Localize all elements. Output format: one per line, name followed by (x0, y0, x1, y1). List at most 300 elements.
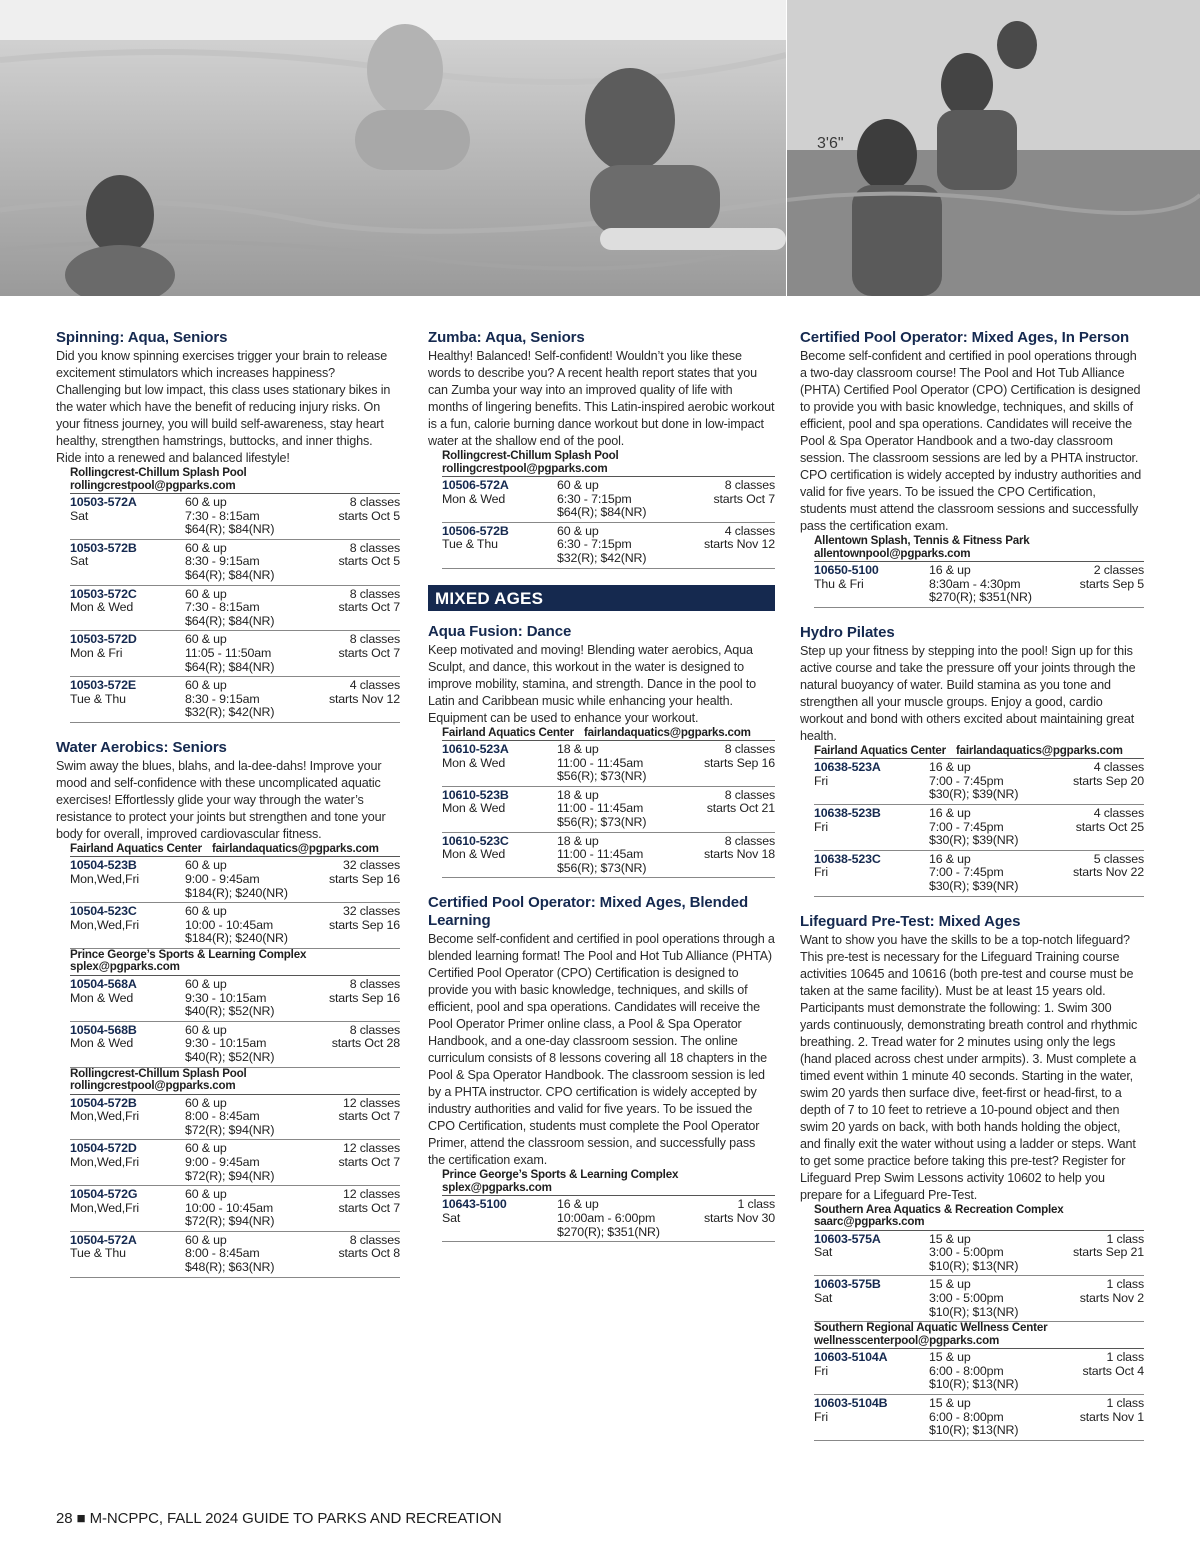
fee: $184(R); $240(NR) (185, 931, 288, 946)
grid-filler (713, 506, 775, 520)
section-spacer (56, 723, 400, 739)
location-name: Prince George’s Sports & Learning Complex (442, 1168, 679, 1182)
fee: $64(R); $84(NR) (185, 613, 275, 628)
activity-code: 10504-572G (70, 1187, 138, 1202)
age-range: 16 & up (929, 806, 971, 821)
meeting-days: Mon & Wed (442, 491, 506, 506)
age-range: 16 & up (557, 1197, 599, 1212)
section-spacer (800, 897, 1144, 913)
fee: $32(R); $42(NR) (557, 550, 647, 565)
meeting-time: 8:30 - 9:15am (185, 554, 260, 569)
photo-seniors-in-pool (0, 0, 786, 296)
activity-code: 10504-568B (70, 1022, 137, 1037)
activity-code: 10504-523B (70, 858, 137, 873)
column-3 (800, 329, 1144, 1441)
start-date: starts Oct 7 (713, 491, 775, 506)
class-listing (814, 759, 1144, 805)
grid-filler (704, 770, 775, 784)
grid-filler (704, 552, 775, 566)
grid-filler (338, 1124, 400, 1138)
location-name: Rollingcrest-Chillum Splash Pool (70, 466, 247, 479)
grid-filler (442, 506, 557, 520)
activity-code: 10603-575A (814, 1231, 881, 1246)
meeting-time: 7:00 - 7:45pm (929, 819, 1004, 834)
class-count: 4 classes (1093, 806, 1144, 821)
fee: $56(R); $73(NR) (557, 769, 647, 784)
meeting-time: 8:30 - 9:15am (185, 691, 260, 706)
age-range: 15 & up (929, 1231, 971, 1246)
program-description: Did you know spinning exercises trigger your brain to release excitement stimulators which increases happiness? Challenging but low impact, this class uses stationary bikes in the water which have the benefit of reducing injury risks. On your fitness journey, you will build self-awareness, stay heart healthy, strengthen hamstrings, buttocks, and inner thighs. Ride into a renewed and balanced lifestyle! (56, 349, 391, 465)
start-date: starts Nov 30 (703, 1211, 775, 1225)
meeting-time: 6:00 - 8:00pm (929, 1409, 1004, 1424)
age-range: 60 & up (185, 678, 227, 693)
start-date: starts Sep 16 (328, 917, 400, 932)
meeting-time: 10:00am - 6:00pm (557, 1211, 656, 1225)
grid-filler (814, 788, 929, 802)
start-date: starts Oct 4 (1082, 1363, 1144, 1378)
location-name: Fairland Aquatics Center (70, 841, 202, 855)
location-email: saarc@pgparks.com (814, 1215, 925, 1229)
class-listing (442, 833, 775, 879)
class-listing (70, 1232, 400, 1278)
grid-filler (329, 1005, 400, 1019)
meeting-days: Fri (814, 773, 828, 788)
meeting-days: Mon,Wed,Fri (70, 1109, 140, 1124)
activity-code: 10503-572D (70, 632, 137, 647)
class-count: 1 class (1106, 1395, 1144, 1410)
grid-filler (70, 706, 185, 720)
fee: $10(R); $13(NR) (929, 1304, 1019, 1319)
meeting-time: 11:00 - 11:45am (557, 847, 644, 862)
grid-filler (338, 661, 400, 675)
location-block (442, 450, 775, 569)
program-title: Aqua Fusion: Dance (428, 622, 572, 640)
program-section (56, 739, 400, 1278)
program-description: Become self-confident and certified in pool operations through a two-day classroom course! The Pool and Hot Tub Alliance (PHTA) Certified Pool Operator (CPO) Certification is designed to provide you with basic knowledge, techniques, and skills of efficient, pool and spa operations. Candidates will receive the Pool & Spa Operator Handbook and a two-day classroom session. The classroom sessions are led by a PHTA instructor. CPO certification is widely accepted by industry authorities and valid for five years. To be issued the CPO Certification, students must attend the classroom sessions and successfully pass the certification exam. (800, 349, 1142, 533)
meeting-days: Fri (814, 1363, 828, 1378)
location-name: Fairland Aquatics Center (814, 743, 946, 757)
location-name: Southern Area Aquatics & Recreation Complex (814, 1202, 1064, 1216)
activity-code: 10503-572A (70, 495, 137, 509)
class-listing (70, 1186, 400, 1232)
fee: $30(R); $39(NR) (929, 879, 1019, 894)
grid-filler (814, 880, 929, 894)
class-count: 8 classes (349, 1022, 400, 1037)
location-block (814, 1322, 1144, 1441)
start-date: starts Oct 7 (338, 1109, 400, 1124)
location-name: Allentown Splash, Tennis & Fitness Park (814, 534, 1030, 547)
program-title: Water Aerobics: Seniors (56, 738, 227, 756)
class-listing (70, 1140, 400, 1186)
program-title: Lifeguard Pre-Test: Mixed Ages (800, 912, 1021, 930)
location-block (442, 727, 775, 879)
activity-code: 10504-568A (70, 976, 137, 991)
start-date: starts Nov 18 (703, 847, 775, 862)
start-date: starts Sep 5 (1079, 576, 1144, 591)
program-title: Hydro Pilates (800, 623, 895, 641)
meeting-days: Mon & Wed (442, 847, 506, 862)
grid-filler (704, 862, 775, 876)
location-name: Rollingcrest-Chillum Splash Pool (442, 449, 619, 462)
location-email: fairlandaquatics@pgparks.com (212, 841, 379, 855)
activity-code: 10504-572D (70, 1141, 137, 1156)
activity-code: 10506-572A (442, 478, 509, 492)
class-count: 8 classes (349, 1232, 400, 1247)
class-count: 4 classes (349, 678, 400, 693)
grid-filler (442, 770, 557, 784)
activity-code: 10638-523C (814, 851, 881, 866)
age-range: 16 & up (929, 563, 971, 577)
age-range: 60 & up (185, 632, 227, 647)
meeting-days: Mon & Wed (442, 755, 506, 770)
age-range: 60 & up (185, 904, 227, 919)
meeting-days: Mon,Wed,Fri (70, 1200, 140, 1215)
age-range: 60 & up (185, 1022, 227, 1037)
grid-filler (70, 523, 185, 537)
grid-filler (329, 706, 400, 720)
meeting-time: 7:30 - 8:15am (185, 508, 260, 523)
meeting-days: Fri (814, 1409, 828, 1424)
class-listing (70, 1095, 400, 1141)
program-section (428, 329, 775, 569)
fee: $48(R); $63(NR) (185, 1260, 275, 1275)
fee: $64(R); $84(NR) (557, 505, 647, 520)
class-count: 8 classes (349, 632, 400, 647)
page-footer: 28 ■ M-NCPPC, FALL 2024 GUIDE TO PARKS AND RECREATION (56, 1510, 502, 1527)
fee: $10(R); $13(NR) (929, 1377, 1019, 1392)
fee: $72(R); $94(NR) (185, 1214, 275, 1229)
class-listing (70, 903, 400, 949)
location-email: rollingcrestpool@pgparks.com (70, 478, 236, 492)
start-date: starts Sep 16 (328, 872, 400, 886)
activity-code: 10506-572B (442, 523, 509, 538)
location-header (814, 1204, 1144, 1231)
location-block (70, 843, 400, 949)
location-header (70, 467, 400, 494)
location-email: fairlandaquatics@pgparks.com (584, 725, 751, 739)
location-block (814, 535, 1144, 608)
activity-code: 10503-572C (70, 586, 137, 601)
class-count: 32 classes (342, 858, 400, 873)
location-block (70, 1068, 400, 1278)
location-header (442, 727, 775, 742)
age-range: 60 & up (557, 523, 599, 538)
location-name: Southern Regional Aquatic Wellness Center (814, 1321, 1048, 1335)
program-section (428, 894, 775, 1242)
program-section (800, 329, 1144, 608)
activity-code: 10610-523A (442, 742, 509, 757)
class-listing (70, 540, 400, 586)
meeting-days: Mon & Wed (70, 990, 134, 1005)
age-range: 15 & up (929, 1395, 971, 1410)
fee: $30(R); $39(NR) (929, 787, 1019, 802)
start-date: starts Oct 7 (338, 1200, 400, 1215)
start-date: starts Nov 12 (703, 537, 775, 552)
column-2 (428, 329, 775, 1242)
grid-filler (814, 591, 929, 605)
program-description: Become self-confident and certified in pool operations through a blended learning format! The Pool and Hot Tub Alliance (PHTA) Certified Pool Operator (CPO) Certification is designed to provide you with basic knowledge, techniques, and skills of efficient, pool and spa operations. Candidates will receive the Pool Operator Primer online class, a Pool & Spa Operator Handbook, and a one-day classroom session. The online curriculum consists of 8 lessons covering all 18 chapters in the Pool & Spa Operator Handbook. The classroom session is led by a PHTA instructor. CPO certification is widely accepted by industry authorities and valid for five years. To be issued the CPO Certification, students must complete the Pool Operator Primer, attend the classroom session, and successfully pass the certification exam. (428, 932, 775, 1168)
age-range: 60 & up (185, 540, 227, 555)
class-count: 8 classes (724, 478, 775, 492)
class-listing (70, 1022, 400, 1068)
program-description: Want to show you have the skills to be a top-notch lifeguard? This pre-test is necessary for the Lifeguard Training course activities 10645 and 10616 (both pre-test and course must be taken at the same facility). Must be at least 15 years old. Participants must demonstrate the following: 1. Swim 300 yards continuously, demonstrating breath control and rhythmic breathing. 2. Tread water for 2 minutes using only the legs (hand placed across chest under armpits). 3. Must complete a timed event within 1 minute 40 seconds. Starting in the water, swim 20 yards then surface dive, feet-first or head-first, to a depth of 7 to 10 feet to retrieve a 10-pound object and then swim 20 yards on back, with both hands holding the object, and finally exit the water without using a ladder or steps. Want to get some practice before taking this pre-test? Register for Lifeguard Prep Swim Lessons activity 10602 to help you prepare for a Lifeguard Pre-Test. (800, 932, 1138, 1202)
program-section (800, 913, 1144, 1441)
meeting-time: 10:00 - 10:45am (185, 1200, 273, 1215)
meeting-days: Tue & Thu (70, 691, 126, 706)
grid-filler (70, 569, 185, 583)
meeting-time: 8:00 - 8:45am (185, 1109, 260, 1124)
activity-code: 10503-572E (70, 678, 137, 693)
meeting-days: Tue & Thu (70, 1246, 126, 1261)
fee: $32(R); $42(NR) (185, 705, 275, 720)
class-listing (814, 1349, 1144, 1395)
location-email: splex@pgparks.com (70, 960, 180, 974)
program-description: Keep motivated and moving! Blending water aerobics, Aqua Sculpt, and dance, this workout in the water is designed to improve mobility, stamina, and strength. Dance in the pool to Latin and Caribbean music while enhancing your health. Equipment can be used to enhance your workout. (428, 642, 757, 725)
fee: $270(R); $351(NR) (557, 1224, 660, 1239)
meeting-days: Sat (70, 508, 89, 523)
meeting-days: Sat (442, 1211, 461, 1225)
meeting-days: Fri (814, 865, 828, 880)
class-count: 8 classes (724, 742, 775, 757)
grid-filler (814, 1306, 929, 1320)
grid-filler (814, 1260, 929, 1274)
class-count: 12 classes (342, 1187, 400, 1202)
meeting-days: Mon,Wed,Fri (70, 872, 140, 886)
grid-filler (442, 862, 557, 876)
section-spacer (800, 608, 1144, 624)
class-count: 1 class (1106, 1231, 1144, 1246)
class-count: 8 classes (724, 787, 775, 802)
program-description: Step up your fitness by stepping into the pool! Sign up for this active course and take the pressure off your joints through the natural buoyancy of water. Build stamina as you tone and strengthen all your muscle groups. Enjoy a good, cardio workout and bond with others excited about maintaining great health. (800, 643, 1136, 743)
location-header (70, 1068, 400, 1095)
fee: $10(R); $13(NR) (929, 1423, 1019, 1438)
activity-code: 10603-575B (814, 1277, 881, 1292)
class-count: 8 classes (724, 833, 775, 848)
grid-filler (70, 615, 185, 629)
fee: $270(R); $351(NR) (929, 590, 1032, 605)
grid-filler (338, 1215, 400, 1229)
location-header (814, 745, 1144, 760)
location-email: allentownpool@pgparks.com (814, 546, 971, 560)
program-description: Swim away the blues, blahs, and la-dee-dahs! Improve your mood and self-confidence with these uncomplicated aquatic exercises! Effortlessly glide your way through the water’s resistance to protect your joints but strengthen and tone your body for overall, improved cardiovascular fitness. (56, 758, 386, 841)
class-count: 8 classes (349, 495, 400, 509)
age-range: 60 & up (185, 1232, 227, 1247)
grid-filler (338, 569, 400, 583)
activity-code: 10603-5104B (814, 1395, 888, 1410)
grid-filler (442, 552, 557, 566)
grid-filler (70, 1005, 185, 1019)
grid-filler (329, 932, 400, 946)
location-header (70, 843, 400, 858)
start-date: starts Oct 7 (338, 645, 400, 660)
meeting-time: 9:30 - 10:15am (185, 990, 267, 1005)
fee: $64(R); $84(NR) (185, 522, 275, 537)
location-email: fairlandaquatics@pgparks.com (956, 743, 1123, 757)
meeting-time: 10:00 - 10:45am (185, 917, 273, 932)
location-header (70, 949, 400, 976)
start-date: starts Nov 12 (328, 691, 400, 706)
fee: $10(R); $13(NR) (929, 1258, 1019, 1273)
age-range: 18 & up (557, 833, 599, 848)
class-listing (814, 851, 1144, 897)
fee: $64(R); $84(NR) (185, 567, 275, 582)
meeting-time: 11:05 - 11:50am (185, 645, 272, 660)
class-listing (70, 976, 400, 1022)
program-title: Certified Pool Operator: Mixed Ages, Blended Learning (428, 894, 749, 930)
class-listing (814, 1231, 1144, 1277)
class-listing (814, 1276, 1144, 1322)
start-date: starts Nov 1 (1079, 1409, 1144, 1424)
grid-filler (814, 834, 929, 848)
grid-filler (70, 1261, 185, 1275)
class-count: 1 class (1106, 1277, 1144, 1292)
fee: $56(R); $73(NR) (557, 815, 647, 830)
class-count: 8 classes (349, 586, 400, 601)
location-email: rollingcrestpool@pgparks.com (442, 461, 608, 475)
start-date: starts Sep 21 (1072, 1245, 1144, 1260)
fee: $40(R); $52(NR) (185, 1049, 275, 1064)
class-count: 12 classes (342, 1141, 400, 1156)
class-listing (70, 494, 400, 540)
meeting-time: 6:00 - 8:00pm (929, 1363, 1004, 1378)
meeting-time: 6:30 - 7:15pm (557, 537, 632, 552)
grid-filler (1082, 1378, 1144, 1392)
class-listing (70, 586, 400, 632)
activity-code: 10603-5104A (814, 1350, 888, 1365)
meeting-time: 11:00 - 11:45am (557, 755, 644, 770)
meeting-days: Mon & Wed (442, 801, 506, 816)
grid-filler (332, 1051, 400, 1065)
meeting-time: 9:00 - 9:45am (185, 872, 260, 886)
grid-filler (329, 887, 400, 901)
class-count: 8 classes (349, 976, 400, 991)
location-header (442, 450, 775, 477)
location-header (814, 1322, 1144, 1349)
class-listing (814, 562, 1144, 608)
program-title: Spinning: Aqua, Seniors (56, 329, 228, 346)
activity-code: 10504-572B (70, 1095, 137, 1110)
class-count: 8 classes (349, 540, 400, 555)
grid-filler (70, 1215, 185, 1229)
location-email: splex@pgparks.com (442, 1180, 552, 1194)
age-range: 60 & up (185, 858, 227, 873)
fee: $30(R); $39(NR) (929, 833, 1019, 848)
meeting-time: 8:30am - 4:30pm (929, 576, 1021, 591)
start-date: starts Oct 28 (331, 1036, 400, 1051)
location-header (442, 1169, 775, 1196)
location-block (814, 1204, 1144, 1323)
grid-filler (70, 1170, 185, 1184)
start-date: starts Sep 16 (328, 990, 400, 1005)
grid-filler (1080, 1424, 1144, 1438)
pool-depth-marker: 3'6" (817, 135, 844, 152)
age-range: 60 & up (185, 495, 227, 509)
start-date: starts Oct 21 (706, 801, 775, 816)
meeting-time: 7:00 - 7:45pm (929, 865, 1004, 880)
meeting-days: Sat (70, 554, 89, 569)
fee: $72(R); $94(NR) (185, 1168, 275, 1183)
grid-filler (70, 887, 185, 901)
location-block (442, 1169, 775, 1242)
start-date: starts Nov 22 (1072, 865, 1144, 880)
meeting-time: 6:30 - 7:15pm (557, 491, 632, 506)
location-name: Rollingcrest-Chillum Splash Pool (70, 1066, 247, 1080)
column-1 (56, 329, 400, 1278)
grid-filler (70, 661, 185, 675)
class-listing (814, 1395, 1144, 1441)
location-email: wellnesscenterpool@pgparks.com (814, 1333, 1000, 1347)
grid-filler (338, 1170, 400, 1184)
activity-code: 10650-5100 (814, 563, 879, 577)
meeting-days: Tue & Thu (442, 537, 498, 552)
class-listing (70, 631, 400, 677)
grid-filler (814, 1378, 929, 1392)
activity-code: 10643-5100 (442, 1197, 507, 1212)
meeting-days: Mon,Wed,Fri (70, 917, 140, 932)
grid-filler (1076, 834, 1144, 848)
grid-filler (1073, 1260, 1144, 1274)
location-header (814, 535, 1144, 562)
activity-code: 10638-523A (814, 760, 881, 775)
grid-filler (338, 1261, 400, 1275)
section-spacer (428, 878, 775, 894)
meeting-time: 9:30 - 10:15am (185, 1036, 267, 1051)
class-listing (442, 523, 775, 569)
location-name: Fairland Aquatics Center (442, 725, 574, 739)
section-banner: MIXED AGES (428, 585, 775, 611)
meeting-days: Mon & Wed (70, 1036, 134, 1051)
fee: $64(R); $84(NR) (185, 659, 275, 674)
class-count: 4 classes (1093, 760, 1144, 775)
fee: $184(R); $240(NR) (185, 885, 288, 900)
start-date: starts Sep 16 (703, 755, 775, 770)
location-block (70, 949, 400, 1068)
age-range: 16 & up (929, 851, 971, 866)
age-range: 18 & up (557, 787, 599, 802)
grid-filler (442, 1226, 557, 1240)
age-range: 60 & up (185, 1095, 227, 1110)
start-date: starts Oct 7 (338, 1154, 400, 1169)
start-date: starts Oct 5 (338, 554, 400, 569)
activity-code: 10610-523C (442, 833, 509, 848)
location-block (814, 745, 1144, 897)
grid-filler (704, 1226, 775, 1240)
location-name: Prince George’s Sports & Learning Complex (70, 947, 307, 961)
grid-filler (707, 816, 775, 830)
meeting-days: Mon & Wed (70, 600, 134, 615)
program-section (428, 623, 775, 879)
start-date: starts Oct 8 (338, 1246, 400, 1261)
grid-filler (1080, 591, 1144, 605)
class-listing (442, 787, 775, 833)
meeting-days: Sat (814, 1291, 833, 1305)
meeting-time: 7:30 - 8:15am (185, 600, 260, 615)
class-listing (442, 741, 775, 787)
age-range: 60 & up (185, 976, 227, 991)
age-range: 16 & up (929, 760, 971, 775)
class-count: 12 classes (342, 1095, 400, 1110)
class-count: 32 classes (342, 904, 400, 919)
age-range: 18 & up (557, 742, 599, 757)
program-section (56, 329, 400, 723)
grid-filler (70, 1124, 185, 1138)
class-listing (442, 477, 775, 523)
activity-code: 10610-523B (442, 787, 509, 802)
meeting-days: Mon & Fri (70, 645, 123, 660)
class-listing (70, 857, 400, 903)
age-range: 60 & up (557, 478, 599, 492)
age-range: 15 & up (929, 1350, 971, 1365)
